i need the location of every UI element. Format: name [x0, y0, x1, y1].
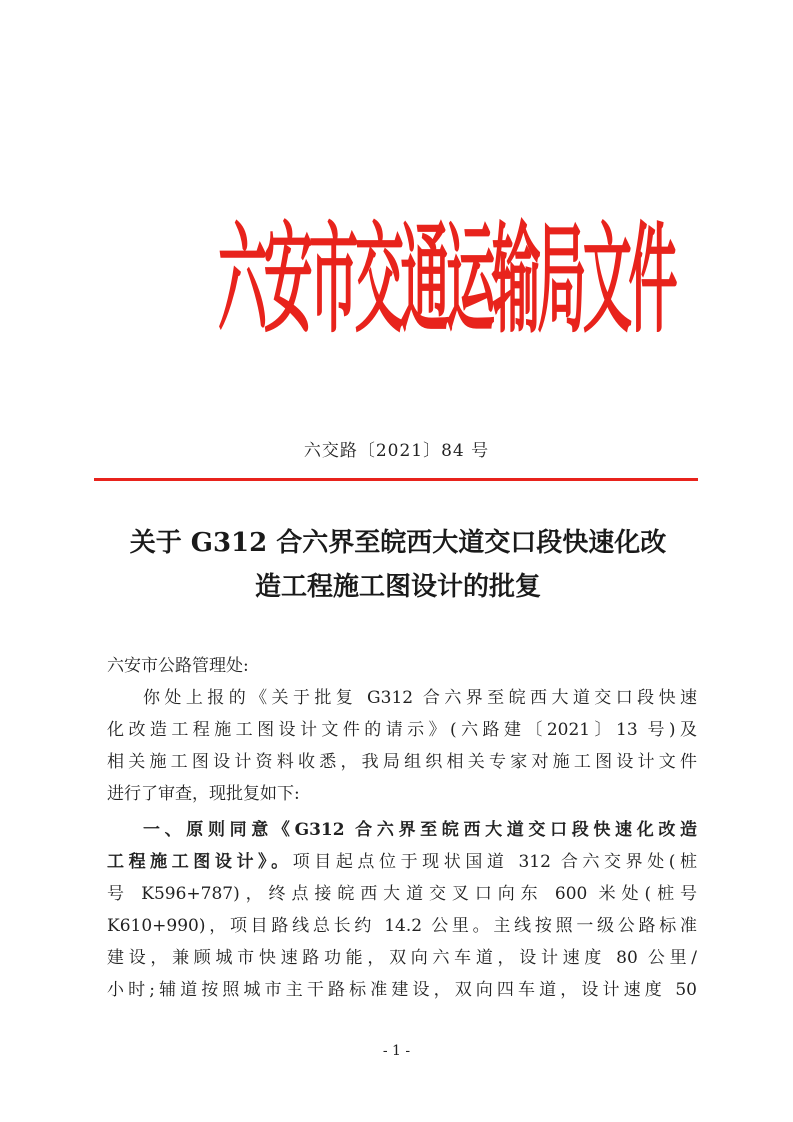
document-number: 六交路〔2021〕84 号: [303, 441, 490, 461]
paragraph-line: 号 K596+787)，终点接皖西大道交叉口向东 600 米处(桩号: [107, 884, 697, 904]
paragraph-line: [107, 850, 697, 874]
page-number: - 1 -: [382, 1043, 411, 1059]
paragraph-line: K610+990)，项目路线总长约 14.2 公里。主线按照一级公路标准: [107, 916, 697, 936]
paragraph-line: 建设，兼顾城市快速路功能，双向六车道，设计速度 80 公里/: [107, 948, 697, 968]
paragraph-line: 小时;辅道按照城市主干路标准建设，双向四车道，设计速度 50: [107, 980, 697, 1000]
issuer-header: 六安市交通运输局文件: [218, 210, 675, 350]
document-title-line-2: 造工程施工图设计的批复: [254, 572, 541, 602]
paragraph-line: 相关施工图设计资料收悉，我局组织相关专家对施工图设计文件: [107, 752, 697, 772]
paragraph-line: 化改造工程施工图设计文件的请示》(六路建〔2021〕13 号)及: [107, 720, 697, 740]
paragraph-line: 你处上报的《关于批复 G312 合六界至皖西大道交口段快速: [143, 688, 697, 708]
paragraph-text: 项目起点位于现状国道 312 合六交界处(桩: [292, 852, 697, 872]
document-title-line-1: 关于 G312 合六界至皖西大道交口段快速化改: [129, 528, 667, 558]
paragraph-line: 进行了审查，现批复如下:: [107, 784, 300, 804]
section-heading: 一、原则同意《G312 合六界至皖西大道交口段快速化改造: [143, 820, 697, 840]
section-heading-end: 工程施工图设计》。: [107, 852, 293, 872]
red-divider-line: [94, 478, 698, 481]
salutation: 六安市公路管理处:: [107, 656, 249, 676]
